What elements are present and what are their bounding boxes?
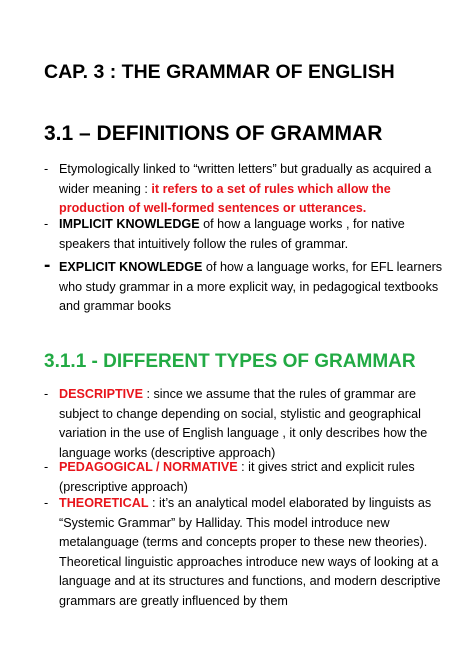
item-term: EXPLICIT KNOWLEDGE bbox=[59, 260, 203, 274]
bullet-dash: - bbox=[44, 217, 49, 231]
definition-item-explicit bbox=[59, 258, 454, 317]
definition-item-etymology bbox=[59, 160, 454, 219]
grammar-type-pedagogical bbox=[59, 458, 454, 497]
item-term: IMPLICIT KNOWLEDGE bbox=[59, 217, 200, 231]
bullet-dash: - bbox=[44, 387, 49, 401]
item-term: THEORETICAL bbox=[59, 496, 149, 510]
subsection-heading: 3.1.1 - DIFFERENT TYPES OF GRAMMAR bbox=[44, 351, 416, 372]
item-text: : since we assume that the rules of grammar are subject to change depending on social, stylistic and geographical variation in the use of English language , it only describes how the language works (descriptive approach) bbox=[59, 387, 428, 460]
item-text: of how a language works, for EFL learners who study grammar in a more explicit way, in pedagogical textbooks and grammar books bbox=[59, 260, 443, 313]
grammar-type-descriptive bbox=[59, 385, 454, 463]
definition-item-implicit bbox=[59, 215, 454, 254]
bullet-dash: - bbox=[44, 162, 49, 176]
item-term: DESCRIPTIVE bbox=[59, 387, 143, 401]
item-text: Etymologically linked to “written letters” but gradually as acquired a wider meaning : bbox=[59, 162, 432, 196]
section-heading: 3.1 – DEFINITIONS OF GRAMMAR bbox=[44, 122, 383, 145]
grammar-type-theoretical bbox=[59, 494, 454, 611]
item-term: PEDAGOGICAL / NORMATIVE bbox=[59, 460, 238, 474]
bullet-dash: - bbox=[44, 255, 51, 276]
item-text: of how a language works , for native speakers that intuitively follow the rules of grammar. bbox=[59, 217, 405, 251]
bullet-dash: - bbox=[44, 496, 49, 510]
bullet-dash: - bbox=[44, 460, 49, 474]
item-text: : it gives strict and explicit rules (prescriptive approach) bbox=[59, 460, 415, 494]
item-text: : it’s an analytical model elaborated by linguists as “Systemic Grammar” by Halliday. This model introduce new metalanguage (terms and concepts proper to these new theories). Theoretical linguistic approaches introduce new ways of looking at a language and at its structures and functions, and modern descriptive grammars are greatly influenced by them bbox=[59, 496, 441, 608]
document-title: CAP. 3 : THE GRAMMAR OF ENGLISH bbox=[44, 61, 395, 83]
highlighted-definition: it refers to a set of rules which allow the production of well-formed sentences or utterances. bbox=[59, 181, 391, 215]
